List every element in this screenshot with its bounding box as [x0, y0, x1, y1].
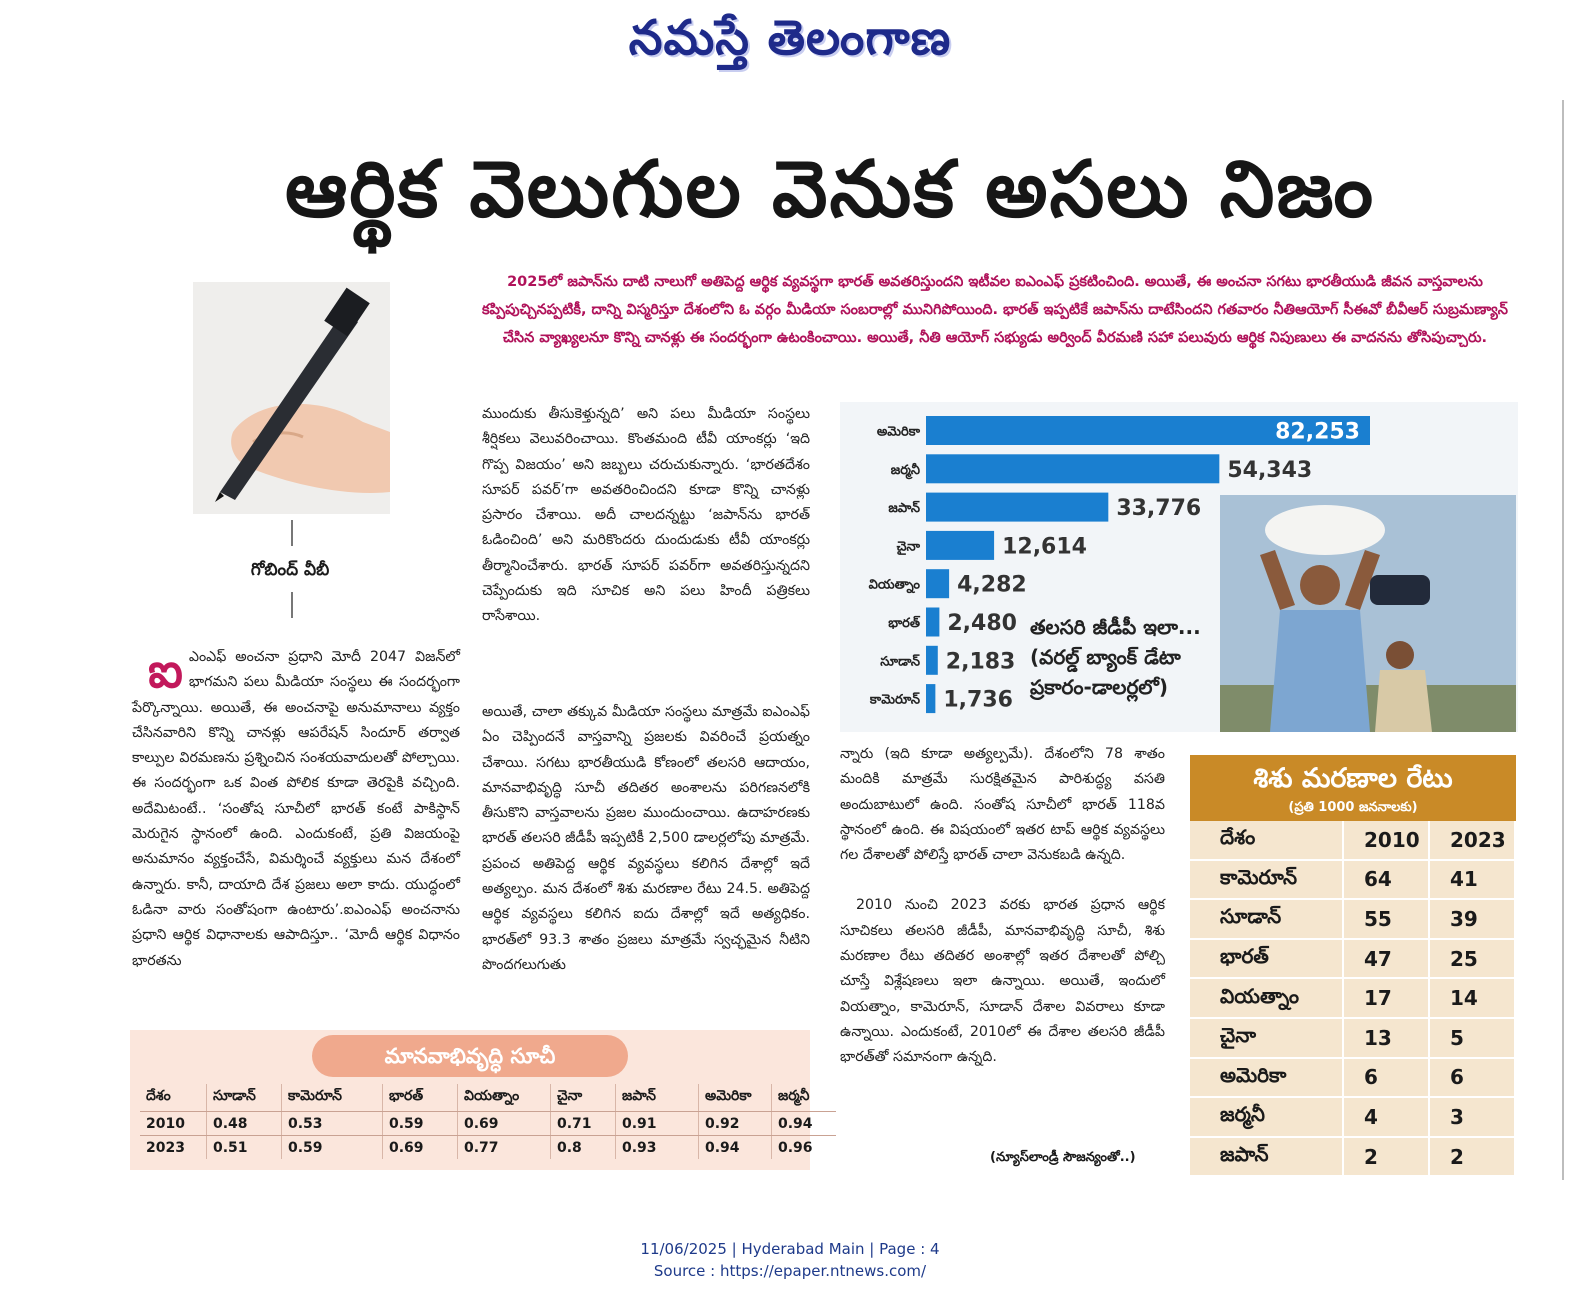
bar-value-label: 12,614: [1002, 534, 1087, 560]
table-header: 2010: [1343, 821, 1429, 860]
bar-category-label: సూడాన్: [880, 654, 920, 670]
byline-divider: [291, 592, 293, 618]
table-row: [1190, 1137, 1515, 1177]
table-row: [140, 1136, 836, 1160]
table-cell: 2: [1343, 1137, 1429, 1177]
table-header: అమెరికా: [699, 1084, 772, 1112]
table-cell: 2010: [140, 1112, 207, 1136]
article-column-2-bottom: అయితే, చాలా తక్కువ మీడియా సంస్థలు మాత్రమే ఐఎంఎఫ్ ఏం చెప్పిందనే వాస్తవాన్ని ప్రజలకు వివరించే ప్రయత్నం చేశాయి. సగటు భారతీయుడి కోణంలో తలసరి ఆదాయం, మానవాభివృద్ధి సూచీ తదితర అంశాలను పరిగణనలోకి తీసుకొని వాస్తవాలను ప్రజల ముందుంచాయి. ఉదాహరణకు భారత్ తలసరి జీడీపీ ఇప్పటికీ 2,500 డాలర్లలోపు మాత్రమే. ప్రపంచ అతిపెద్ద ఆర్థిక వ్యవస్థలు కలిగిన దేశాల్లో ఇదే అత్యల్పం. మన దేశంలో శిశు మరణాల రేటు 24.5. అతిపెద్ద ఆర్థిక వ్యవస్థలు కలిగిన ఐదు దేశాల్లో ఇదే అత్యధికం. భారత్‌లో 93.3 శాతం ప్రజలు మాత్రమే స్వచ్ఛమైన నీటిని పొందగలుగుతు: [482, 704, 810, 973]
table-cell: 6: [1429, 1058, 1515, 1098]
article-intro: 2025లో జపాన్‌ను దాటి నాలుగో అతిపెద్ద ఆర్థిక వ్యవస్థగా భారత్ అవతరిస్తుందని ఇటీవల ఐఎంఎఫ్ ప్రకటించింది. అయితే, ఈ అంచనా సగటు భారతీయుడి జీవన వాస్తవాలను కప్పిపుచ్చినప్పటికీ, దాన్ని విస్మరిస్తూ దేశంలోని ఓ వర్గం మీడియా సంబరాల్లో మునిగిపోయింది. భారత్ ఇప్పటికే జపాన్‌ను దాటేసిందని గతవారం నీతిఆయోగ్ సీఈవో బీవీఆర్ సుబ్రమణ్యాన్ చేసిన వ్యాఖ్యలనూ కొన్ని చానళ్లు ఈ సందర్భంగా ఉటంకించాయి. అయితే, నీతి ఆయోగ్ సభ్యుడు అర్వింద్ వీరమణి సహా పలువురు ఆర్థిక నిపుణులు ఈ వాదనను తోసిపుచ్చారు.: [481, 274, 1508, 346]
table-row: [1190, 1058, 1515, 1098]
paragraph: న్నారు (ఇది కూడా అత్యల్పమే). దేశంలోని 78 శాతం మందికి మాత్రమే సురక్షితమైన పారిశుద్ధ్య వసతి అందుబాటులో ఉంది. సంతోష సూచీలో భారత్ 118వ స్థానంలో ఉంది. ఈ విషయంలో ఇతర టాప్ ఆర్థిక వ్యవస్థలు గల దేశాలతో పోలిస్తే భారత్ చాలా వెనుకబడి ఉన్నది.: [840, 746, 1165, 864]
table-header: 2023: [1429, 821, 1515, 860]
table-cell: 4: [1343, 1097, 1429, 1137]
gdp-bar: [926, 454, 1219, 483]
table-cell: 3: [1429, 1097, 1515, 1137]
newspaper-masthead: నమస్తే తెలంగాణ: [628, 10, 952, 66]
table-cell: కామెరూన్: [1190, 860, 1343, 900]
table-row: [1190, 899, 1515, 939]
table-cell: 0.93: [616, 1136, 699, 1160]
bar-value-label: 1,736: [943, 687, 1013, 713]
table-cell: జపాన్: [1190, 1137, 1343, 1177]
imr-subtitle: (ప్రతి 1000 జననాలకు): [1288, 800, 1418, 815]
gdp-bar: [926, 493, 1108, 522]
table-cell: 0.69: [458, 1112, 551, 1136]
bar-value-label: 2,183: [945, 649, 1016, 675]
article-column-2-top: ముందుకు తీసుకెళ్తున్నది’ అని పలు మీడియా సంస్థలు శీర్షికలు వెలువరించాయి. కొంతమంది టీవీ యాంకర్లు ‘ఇది గొప్ప విజయం’ అని జబ్బలు చరుచుకున్నారు. ‘భారతదేశం సూపర్ పవర్’గా అవతరించిందని కూడా కొన్ని చానళ్లు ప్రసారం చేశాయి. అదీ చాలదన్నట్టు ‘జపాన్‌ను భారత్ ఓడించింది’ అని మరికొందరు దుందుడుకు టీవీ యాంకర్లు తీర్మానించేశారు. భారత్ సూపర్ పవర్‌గా అవతరిస్తున్నదని చెప్పేందుకు ఇది సూచిక అని పలు హిందీ పత్రికలు రాసేశాయి.: [482, 406, 810, 625]
bar-value-label: 82,253: [1275, 419, 1360, 445]
article-column-1: [132, 645, 460, 974]
table-cell: 0.59: [282, 1136, 383, 1160]
table-header: దేశం: [140, 1084, 207, 1112]
table-cell: 0.91: [616, 1112, 699, 1136]
table-cell: 6: [1343, 1058, 1429, 1098]
table-cell: చైనా: [1190, 1018, 1343, 1058]
drop-cap: ఐ: [148, 643, 183, 699]
table-cell: 0.77: [458, 1136, 551, 1160]
table-cell: 2023: [140, 1136, 207, 1160]
table-row: [1190, 978, 1515, 1018]
bar-category-label: చైనా: [896, 539, 920, 555]
bar-category-label: వియత్నాం: [868, 577, 920, 593]
imr-table: [1190, 821, 1516, 1177]
table-cell: వియత్నాం: [1190, 978, 1343, 1018]
table-header: కామెరూన్: [282, 1084, 383, 1112]
table-header: దేశం: [1190, 821, 1343, 860]
table-cell: 0.53: [282, 1112, 383, 1136]
table-header-row: [1190, 821, 1515, 860]
table-header: చైనా: [551, 1084, 616, 1112]
table-cell: భారత్: [1190, 939, 1343, 979]
article-column-3: [840, 742, 1165, 1071]
footer-source: Source : https://epaper.ntnews.com/: [653, 1262, 927, 1280]
bar-category-label: జర్మనీ: [890, 462, 920, 478]
table-cell: 0.8: [551, 1136, 616, 1160]
bar-value-label: 2,480: [947, 611, 1017, 636]
table-header: జర్మనీ: [772, 1084, 837, 1112]
caption-line: ప్రకారం-డాలర్లలో): [1030, 675, 1169, 699]
table-cell: 55: [1343, 899, 1429, 939]
caption-line: (వరల్డ్ బ్యాంక్ డేటా: [1030, 645, 1181, 669]
table-cell: 0.59: [383, 1112, 458, 1136]
table-header: జపాన్: [616, 1084, 699, 1112]
table-cell: 13: [1343, 1018, 1429, 1058]
table-header-row: [140, 1084, 836, 1112]
byline: గోబింద్ వీబీ: [250, 560, 330, 580]
bar-value-label: 33,776: [1116, 496, 1202, 522]
gdp-bar: [926, 569, 949, 598]
courtesy-note: (న్యూస్‌లాండ్రీ సౌజన్యంతో..): [990, 1150, 1136, 1165]
gdp-bar: [926, 646, 938, 675]
pen-photo: [193, 282, 390, 514]
column-text: ఎంఎఫ్ అంచనా ప్రధాని మోదీ 2047 విజన్‌లో భాగమని పలు మీడియా సంస్థలు ఈ సందర్భంగా పేర్కొన్నాయి. అయితే, ఈ అంచనాపై అనుమానాలు వ్యక్తం చేసినవారిని కొన్ని చానళ్లు ఆపరేషన్ సిందూర్ తర్వాత కాల్పుల విరమణను ప్రశ్నించిన సంశయవాదులతో పోల్చాయి. ఈ సందర్భంగా ఒక వింత పోలిక కూడా తెరపైకి వచ్చింది. అదేమిటంటే.. ‘సంతోష సూచీలో భారత్ కంటే పాకిస్థాన్ మెరుగైన స్థానంలో ఉంది. ఎందుకంటే, ప్రతి విజయంపై అనుమానం వ్యక్తంచేసే, విమర్శించే వ్యక్తులు మన దేశంలో ఉన్నారు. కానీ, దాయాది దేశ ప్రజలు అలా కాదు. యుద్ధంలో ఓడినా వారు సంతోషంగా ఉంటారు’.ఐఎంఎఫ్ అంచనాను ప్రధాని ఆర్థిక విధానాలకు ఆపాదిస్తూ.. ‘మోదీ ఆర్థిక విధానం భారతను: [132, 649, 460, 969]
table-cell: 2: [1429, 1137, 1515, 1177]
page-footer: [0, 1238, 1580, 1282]
table-cell: 0.96: [778, 1139, 813, 1156]
gdp-bar: [926, 608, 939, 637]
table-cell: 41: [1429, 860, 1515, 900]
imr-title: శిశు మరణాల రేటు: [1253, 763, 1453, 794]
table-row: [1190, 1097, 1515, 1137]
gdp-bar: [926, 531, 994, 560]
bar-value-label: 4,282: [957, 572, 1027, 598]
table-cell: 0.69: [383, 1136, 458, 1160]
table-cell: 0.92: [699, 1112, 772, 1136]
byline-divider: [291, 520, 293, 546]
gdp-chart-caption: [1030, 612, 1201, 702]
table-row: [1190, 860, 1515, 900]
table-row: [1190, 1018, 1515, 1058]
table-cell: సూడాన్: [1190, 899, 1343, 939]
table-cell: 0.71: [551, 1112, 616, 1136]
table-cell: 64: [1343, 860, 1429, 900]
paragraph: 2010 నుంచి 2023 వరకు భారత ప్రధాన ఆర్థిక సూచికలు తలసరి జీడీపీ, మానవాభివృద్ధి సూచీ, శిశు మరణాల రేటు తదితర అంశాల్లో ఇతర దేశాలతో పోల్చి చూస్తే విశ్లేషణలు ఇలా ఉన్నాయి. అయితే, ఇందులో వియత్నాం, కామెరూన్, సూడాన్ దేశాల వివరాలు కూడా ఉన్నాయి. ఎందుకంటే, 2010లో ఈ దేశాల తలసరి జీడీపీ భారత్‌తో సమానంగా ఉన్నది.: [840, 897, 1165, 1066]
bar-value-label: 54,343: [1227, 457, 1313, 483]
bar-category-label: కామెరూన్: [869, 692, 920, 708]
table-cell: 25: [1429, 939, 1515, 979]
imr-header: [1190, 755, 1516, 821]
table-cell: జర్మనీ: [1190, 1097, 1343, 1137]
page-edge-rule: [1562, 100, 1564, 1180]
table-cell: 14: [1429, 978, 1515, 1018]
table-header: భారత్: [383, 1084, 458, 1112]
article-headline: ఆర్థిక వెలుగుల వెనుక అసలు నిజం: [284, 145, 1376, 235]
table-header: వియత్నాం: [458, 1084, 551, 1112]
table-cell: 39: [1429, 899, 1515, 939]
table-cell: 0.51: [207, 1136, 282, 1160]
table-header: సూడాన్: [207, 1084, 282, 1112]
hdi-title: మానవాభివృద్ధి సూచీ: [312, 1035, 628, 1077]
caption-line: తలసరి జీడీపీ ఇలా...: [1030, 615, 1201, 639]
bar-category-label: భారత్: [888, 616, 920, 631]
table-cell: 5: [1429, 1018, 1515, 1058]
hdi-table: [140, 1084, 836, 1159]
gdp-bar: [926, 684, 935, 713]
table-cell: అమెరికా: [1190, 1058, 1343, 1098]
table-cell: 17: [1343, 978, 1429, 1018]
footer-date-edition: 11/06/2025 | Hyderabad Main | Page : 4: [640, 1240, 940, 1258]
table-row: [140, 1112, 836, 1136]
table-row: [1190, 939, 1515, 979]
table-cell: 47: [1343, 939, 1429, 979]
table-cell: 0.94: [699, 1136, 772, 1160]
table-cell: 0.94: [772, 1112, 837, 1136]
bar-category-label: అమెరికా: [876, 424, 920, 440]
bar-category-label: జపాన్: [888, 501, 920, 517]
table-cell: 0.48: [207, 1112, 282, 1136]
